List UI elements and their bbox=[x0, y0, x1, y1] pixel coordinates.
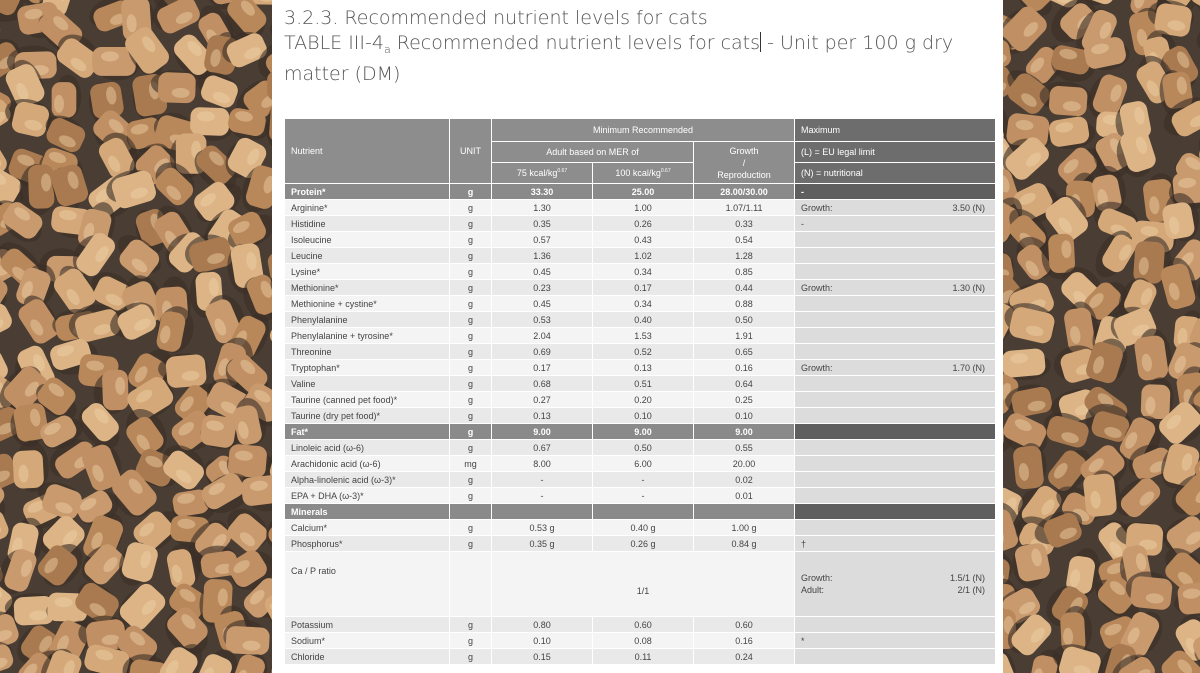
adult-75-value: 0.23 bbox=[492, 280, 593, 296]
maximum-value bbox=[795, 504, 996, 520]
adult-75-value: 0.53 bbox=[492, 312, 593, 328]
maximum-value bbox=[795, 424, 996, 440]
adult-100-value: 1.53 bbox=[593, 328, 694, 344]
nutrient-unit: g bbox=[450, 264, 492, 280]
nutrient-name: Taurine (canned pet food)* bbox=[285, 392, 450, 408]
maximum-value bbox=[795, 408, 996, 424]
growth-value: 0.33 bbox=[694, 216, 795, 232]
growth-value: 0.88 bbox=[694, 296, 795, 312]
nutrient-unit: g bbox=[450, 184, 492, 200]
adult-100-value bbox=[593, 504, 694, 520]
nutrient-name: Chloride bbox=[285, 649, 450, 665]
adult-75-value: 0.13 bbox=[492, 408, 593, 424]
adult-75-value: 0.10 bbox=[492, 633, 593, 649]
nutrient-name: Potassium bbox=[285, 617, 450, 633]
table-row bbox=[285, 536, 996, 552]
nutrient-unit: g bbox=[450, 280, 492, 296]
nutrient-name: Ca / P ratio bbox=[285, 552, 450, 617]
table-row bbox=[285, 248, 996, 264]
nutrient-name: Linoleic acid (ω-6) bbox=[285, 440, 450, 456]
nutrient-name: Arginine* bbox=[285, 200, 450, 216]
adult-75-value: 0.53 g bbox=[492, 520, 593, 536]
growth-value: 1.00 g bbox=[694, 520, 795, 536]
nutrient-unit: g bbox=[450, 232, 492, 248]
adult-100-value: 6.00 bbox=[593, 456, 694, 472]
adult-75-value: 0.35 g bbox=[492, 536, 593, 552]
adult-100-value: 0.13 bbox=[593, 360, 694, 376]
adult-75-value: 0.80 bbox=[492, 617, 593, 633]
header-minimum-recommended: Minimum Recommended bbox=[492, 119, 795, 142]
maximum-label: † bbox=[801, 538, 807, 549]
nutrient-name: Minerals bbox=[285, 504, 450, 520]
table-row bbox=[285, 633, 996, 649]
adult-100-value: 0.34 bbox=[593, 264, 694, 280]
growth-value bbox=[694, 504, 795, 520]
section-title: 3.2.3. Recommended nutrient levels for cats bbox=[284, 7, 708, 29]
growth-value: 0.16 bbox=[694, 360, 795, 376]
growth-value: 0.55 bbox=[694, 440, 795, 456]
header-growth-line3: Reproduction bbox=[717, 169, 771, 180]
maximum-amount: 1.70 (N) bbox=[952, 362, 986, 373]
nutrient-unit: g bbox=[450, 649, 492, 665]
maximum-amount-2: 2/1 (N) bbox=[957, 585, 986, 595]
nutrient-unit bbox=[450, 504, 492, 520]
table-row bbox=[285, 232, 996, 248]
maximum-value bbox=[795, 488, 996, 504]
maximum-value bbox=[795, 536, 996, 552]
nutrient-unit: g bbox=[450, 520, 492, 536]
maximum-label-2: Adult: bbox=[801, 585, 825, 595]
growth-value: 0.54 bbox=[694, 232, 795, 248]
maximum-value bbox=[795, 376, 996, 392]
table-row bbox=[285, 344, 996, 360]
maximum-value bbox=[795, 200, 996, 216]
maximum-value bbox=[795, 472, 996, 488]
table-row bbox=[285, 488, 996, 504]
adult-100-value: 0.40 bbox=[593, 312, 694, 328]
growth-value: 9.00 bbox=[694, 424, 795, 440]
adult-75-value: 0.68 bbox=[492, 376, 593, 392]
header-100kcal: 100 kcal/$kg^{0.67}$ bbox=[593, 163, 694, 184]
adult-75-value: 0.45 bbox=[492, 264, 593, 280]
growth-value: 0.65 bbox=[694, 344, 795, 360]
table-row bbox=[285, 328, 996, 344]
kibble-background-left bbox=[0, 0, 272, 673]
maximum-value bbox=[795, 280, 996, 296]
maximum-value bbox=[795, 440, 996, 456]
maximum-value bbox=[795, 360, 996, 376]
growth-value: 1.07/1.11 bbox=[694, 200, 795, 216]
adult-75-value: - bbox=[492, 472, 593, 488]
nutrient-name: Methionine* bbox=[285, 280, 450, 296]
nutrient-unit: g bbox=[450, 392, 492, 408]
table-title bbox=[284, 31, 999, 87]
nutrient-unit: g bbox=[450, 216, 492, 232]
header-nutrient: Nutrient bbox=[285, 119, 450, 184]
nutrient-name: Leucine bbox=[285, 248, 450, 264]
table-row bbox=[285, 456, 996, 472]
adult-100-value: 0.08 bbox=[593, 633, 694, 649]
nutrient-unit: g bbox=[450, 408, 492, 424]
adult-100-value: 25.00 bbox=[593, 184, 694, 200]
table-title-main: Recommended nutrient levels for cats bbox=[390, 32, 761, 54]
adult-100-value: 0.34 bbox=[593, 296, 694, 312]
adult-100-value: 1.00 bbox=[593, 200, 694, 216]
adult-100-value: 0.26 g bbox=[593, 536, 694, 552]
growth-value: 0.24 bbox=[694, 649, 795, 665]
nutrient-name: Phenylalanine bbox=[285, 312, 450, 328]
table-title-prefix: TABLE III-4 bbox=[284, 32, 384, 54]
nutrient-unit: g bbox=[450, 472, 492, 488]
adult-75-value: 0.57 bbox=[492, 232, 593, 248]
nutrient-name: Protein* bbox=[285, 184, 450, 200]
adult-75-value: - bbox=[492, 488, 593, 504]
growth-value: 0.10 bbox=[694, 408, 795, 424]
maximum-amount: 1.30 (N) bbox=[952, 282, 986, 293]
table-row bbox=[285, 184, 996, 200]
header-legend-n: (N) = nutritional bbox=[795, 163, 996, 184]
nutrient-name: Threonine bbox=[285, 344, 450, 360]
table-row bbox=[285, 408, 996, 424]
table-row bbox=[285, 504, 996, 520]
growth-value: 0.85 bbox=[694, 264, 795, 280]
nutrient-unit: g bbox=[450, 360, 492, 376]
header-adult-mer: Adult based on MER of bbox=[492, 142, 694, 163]
maximum-value bbox=[795, 552, 996, 617]
maximum-value bbox=[795, 456, 996, 472]
adult-100-value: 0.52 bbox=[593, 344, 694, 360]
table-row bbox=[285, 440, 996, 456]
maximum-value bbox=[795, 216, 996, 232]
header-growth-line2: / bbox=[742, 157, 746, 168]
maximum-value bbox=[795, 328, 996, 344]
adult-75-value: 2.04 bbox=[492, 328, 593, 344]
maximum-value bbox=[795, 520, 996, 536]
nutrient-unit: g bbox=[450, 344, 492, 360]
table-title-subscript: a bbox=[383, 43, 391, 56]
nutrient-name: Phenylalanine + tyrosine* bbox=[285, 328, 450, 344]
table-row bbox=[285, 392, 996, 408]
growth-value: 0.02 bbox=[694, 472, 795, 488]
nutrient-name: EPA + DHA (ω-3)* bbox=[285, 488, 450, 504]
header-legend-l: (L) = EU legal limit bbox=[795, 142, 996, 163]
nutrient-unit: g bbox=[450, 440, 492, 456]
adult-75-value: 1.30 bbox=[492, 200, 593, 216]
nutrient-name: Alpha-linolenic acid (ω-3)* bbox=[285, 472, 450, 488]
nutrient-name: Tryptophan* bbox=[285, 360, 450, 376]
table-header bbox=[285, 119, 996, 184]
nutrient-name: Valine bbox=[285, 376, 450, 392]
maximum-value bbox=[795, 344, 996, 360]
nutrient-unit: g bbox=[450, 488, 492, 504]
header-unit: UNIT bbox=[450, 119, 492, 184]
nutrient-unit: g bbox=[450, 248, 492, 264]
growth-value: 1.91 bbox=[694, 328, 795, 344]
table-row bbox=[285, 376, 996, 392]
table-row bbox=[285, 472, 996, 488]
maximum-label: - bbox=[801, 218, 805, 229]
table-row bbox=[285, 296, 996, 312]
maximum-label: - bbox=[801, 186, 805, 197]
adult-75-value: 0.27 bbox=[492, 392, 593, 408]
maximum-label: Growth: bbox=[801, 362, 833, 373]
nutrient-unit: mg bbox=[450, 456, 492, 472]
maximum-value bbox=[795, 649, 996, 665]
table-row bbox=[285, 649, 996, 665]
adult-75-value: 8.00 bbox=[492, 456, 593, 472]
growth-value: 0.44 bbox=[694, 280, 795, 296]
growth-value: 0.16 bbox=[694, 633, 795, 649]
maximum-value bbox=[795, 232, 996, 248]
nutrient-name: Calcium* bbox=[285, 520, 450, 536]
maximum-value bbox=[795, 633, 996, 649]
growth-value: 0.25 bbox=[694, 392, 795, 408]
adult-100-value: 0.60 bbox=[593, 617, 694, 633]
nutrient-unit: g bbox=[450, 376, 492, 392]
table-row bbox=[285, 280, 996, 296]
adult-100-value: 0.51 bbox=[593, 376, 694, 392]
maximum-value bbox=[795, 184, 996, 200]
adult-100-value: 0.10 bbox=[593, 408, 694, 424]
maximum-label: Growth: bbox=[801, 282, 833, 293]
kibble-background-right bbox=[1003, 0, 1200, 673]
adult-100-value: - bbox=[593, 472, 694, 488]
nutrient-unit: g bbox=[450, 617, 492, 633]
adult-100-value: 0.43 bbox=[593, 232, 694, 248]
nutrient-name: Sodium* bbox=[285, 633, 450, 649]
nutrient-name: Arachidonic acid (ω-6) bbox=[285, 456, 450, 472]
header-growth-reproduction bbox=[694, 142, 795, 184]
adult-100-value: 0.20 bbox=[593, 392, 694, 408]
maximum-value bbox=[795, 264, 996, 280]
table-title-unit: - Unit per 100 g dry matter (DM) bbox=[284, 32, 954, 85]
table-row bbox=[285, 264, 996, 280]
header-growth-line1: Growth bbox=[729, 145, 759, 156]
maximum-value bbox=[795, 617, 996, 633]
maximum-value bbox=[795, 248, 996, 264]
adult-75-value: 0.45 bbox=[492, 296, 593, 312]
header-maximum: Maximum bbox=[795, 119, 996, 142]
adult-75-value: 0.17 bbox=[492, 360, 593, 376]
table-row bbox=[285, 520, 996, 536]
maximum-label: Growth: bbox=[801, 573, 833, 583]
maximum-amount: 3.50 (N) bbox=[952, 202, 986, 213]
nutrient-unit: g bbox=[450, 633, 492, 649]
nutrient-name: Isoleucine bbox=[285, 232, 450, 248]
adult-75-value: 0.69 bbox=[492, 344, 593, 360]
adult-100-value: 1.02 bbox=[593, 248, 694, 264]
nutrient-table bbox=[284, 118, 996, 665]
growth-value: 20.00 bbox=[694, 456, 795, 472]
adult-100-value: 0.11 bbox=[593, 649, 694, 665]
maximum-label: * bbox=[801, 635, 805, 646]
nutrient-unit: g bbox=[450, 200, 492, 216]
adult-75-value: 9.00 bbox=[492, 424, 593, 440]
growth-value: 0.64 bbox=[694, 376, 795, 392]
adult-100-value: 9.00 bbox=[593, 424, 694, 440]
adult-75-value: 0.67 bbox=[492, 440, 593, 456]
nutrient-unit bbox=[450, 552, 492, 617]
nutrient-name: Lysine* bbox=[285, 264, 450, 280]
nutrient-unit: g bbox=[450, 312, 492, 328]
document-page bbox=[272, 0, 1003, 673]
maximum-value bbox=[795, 296, 996, 312]
adult-100-value: 0.26 bbox=[593, 216, 694, 232]
adult-75-value bbox=[492, 504, 593, 520]
nutrient-unit: g bbox=[450, 536, 492, 552]
kibble-photo-left bbox=[0, 0, 272, 673]
document-heading bbox=[284, 6, 999, 87]
nutrient-name: Fat* bbox=[285, 424, 450, 440]
nutrient-name: Histidine bbox=[285, 216, 450, 232]
adult-75-value: 0.15 bbox=[492, 649, 593, 665]
nutrient-unit: g bbox=[450, 424, 492, 440]
table-row bbox=[285, 312, 996, 328]
growth-value: 0.60 bbox=[694, 617, 795, 633]
adult-100-value: 0.17 bbox=[593, 280, 694, 296]
maximum-amount: 1.5/1 (N) bbox=[950, 573, 986, 583]
adult-75-value: 1.36 bbox=[492, 248, 593, 264]
adult-100-value: 0.40 g bbox=[593, 520, 694, 536]
table-row bbox=[285, 360, 996, 376]
adult-75-value: 0.35 bbox=[492, 216, 593, 232]
adult-100-value: 0.50 bbox=[593, 440, 694, 456]
growth-value: 1.28 bbox=[694, 248, 795, 264]
nutrient-name: Taurine (dry pet food)* bbox=[285, 408, 450, 424]
table-row bbox=[285, 200, 996, 216]
growth-value: 28.00/30.00 bbox=[694, 184, 795, 200]
maximum-label: Growth: bbox=[801, 202, 833, 213]
maximum-value bbox=[795, 312, 996, 328]
maximum-value bbox=[795, 392, 996, 408]
table-row bbox=[285, 617, 996, 633]
table-row bbox=[285, 424, 996, 440]
nutrient-unit: g bbox=[450, 296, 492, 312]
ratio-value: 1/1 bbox=[492, 552, 795, 617]
kibble-photo-right bbox=[1003, 0, 1200, 673]
adult-100-value: - bbox=[593, 488, 694, 504]
nutrient-name: Phosphorus* bbox=[285, 536, 450, 552]
table-row bbox=[285, 216, 996, 232]
header-75kcal: 75 kcal/$kg^{0.67}$ bbox=[492, 163, 593, 184]
nutrient-name: Methionine + cystine* bbox=[285, 296, 450, 312]
growth-value: 0.84 g bbox=[694, 536, 795, 552]
nutrient-unit: g bbox=[450, 328, 492, 344]
growth-value: 0.01 bbox=[694, 488, 795, 504]
adult-75-value: 33.30 bbox=[492, 184, 593, 200]
table-body bbox=[285, 184, 996, 665]
growth-value: 0.50 bbox=[694, 312, 795, 328]
table-row bbox=[285, 552, 996, 617]
